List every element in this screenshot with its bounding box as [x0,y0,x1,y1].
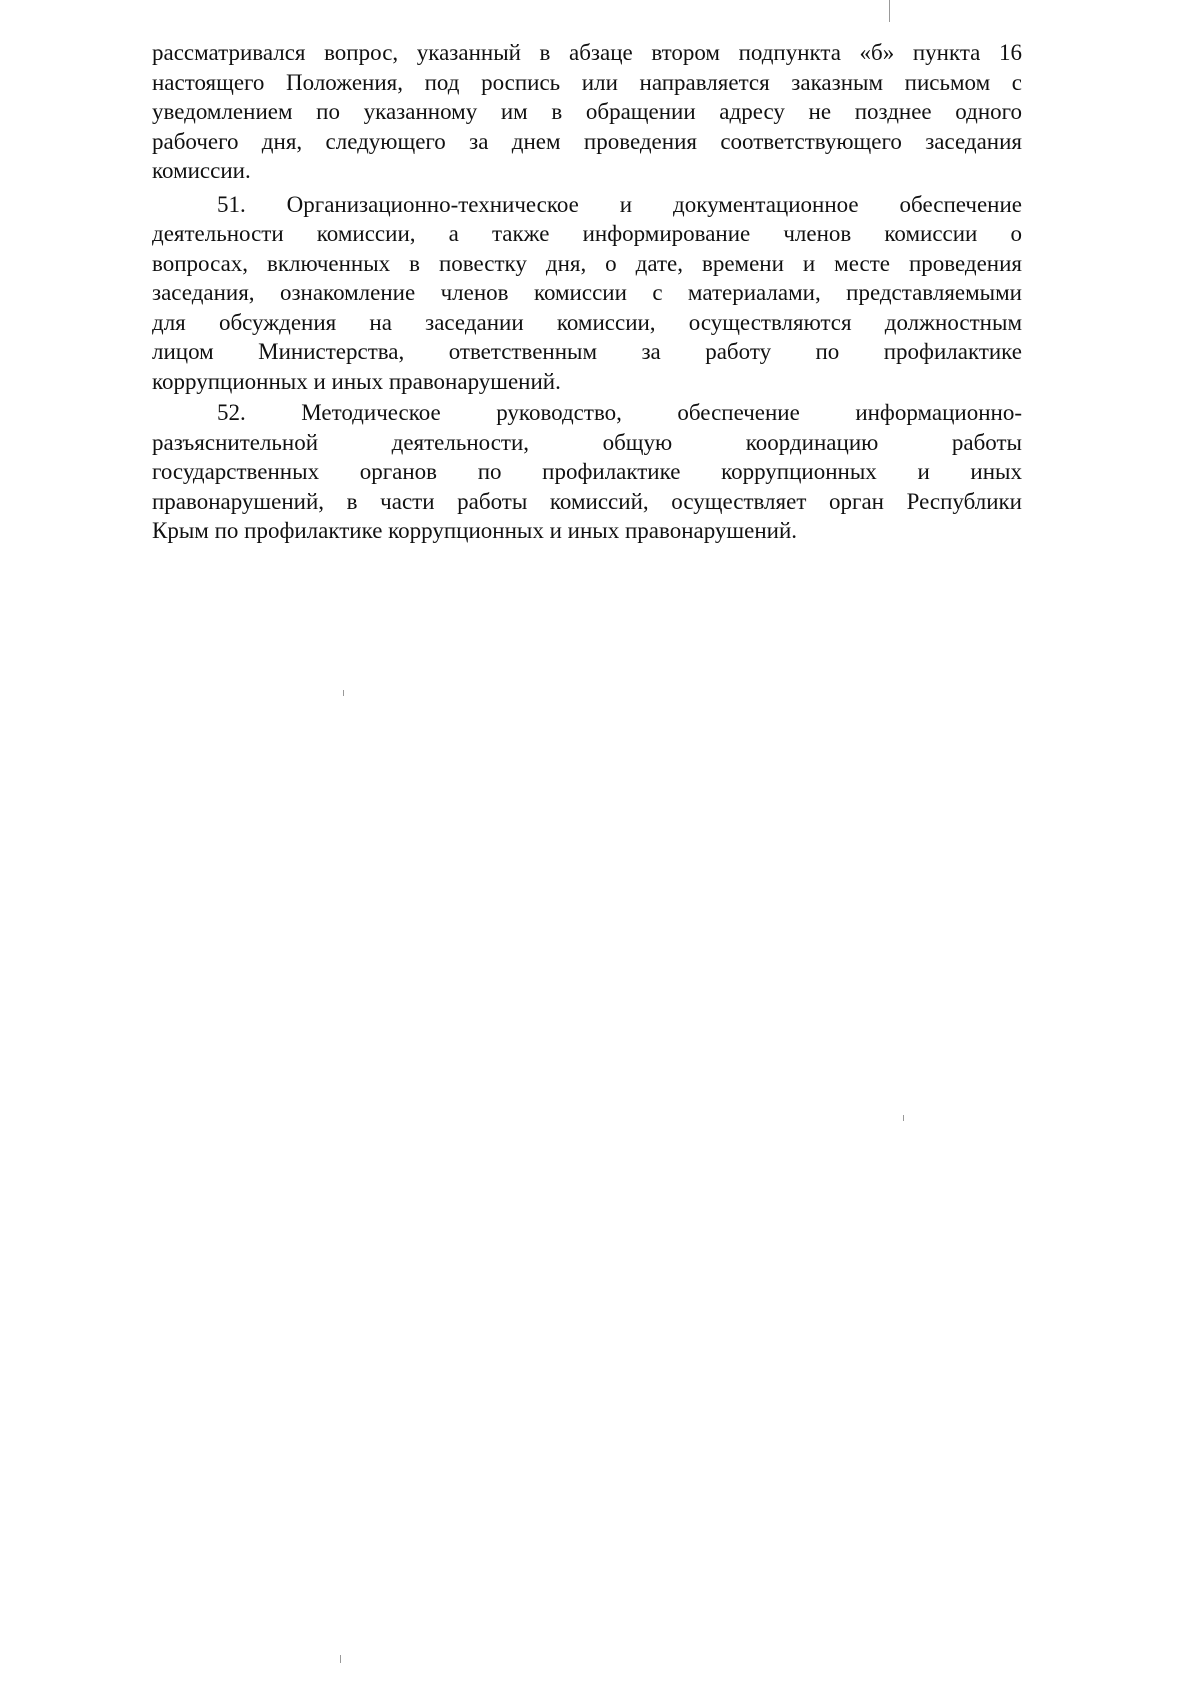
text-line: разъяснительной деятельности, общую координацию работы [152,429,1022,455]
text-line: лицом Министерства, ответственным за работу по профилактике [152,339,1022,364]
text-line: рабочего дня, следующего за днем проведения соответствующего заседания [152,128,1022,154]
text-line: рассматривался вопрос, указанный в абзаце втором подпункта «б» пункта 16 [152,40,1022,65]
text-line: уведомлением по указанному им в обращении адресу не позднее одного [152,99,1022,124]
paragraph-continuation [152,38,1022,186]
text-line: правонарушений, в части работы комиссий, осуществляет орган Республики [152,488,1022,514]
scan-artifact [340,1655,341,1663]
paragraph-51 [152,190,1022,397]
text-line: вопросах, включенных в повестку дня, о дате, времени и месте проведения [152,250,1022,276]
paragraph-52 [152,398,1022,546]
text-line: государственных органов по профилактике коррупционных и иных [152,459,1022,484]
text-line: 52. Методическое руководство, обеспечение информационно- [217,400,1022,425]
text-line: настоящего Положения, под роспись или направляется заказным письмом с [152,69,1022,95]
text-line: комиссии. [152,158,251,183]
text-line: заседания, ознакомление членов комиссии с материалами, представляемыми [152,280,1022,305]
text-line: Крым по профилактике коррупционных и иных правонарушений. [152,518,798,543]
text-line: для обсуждения на заседании комиссии, осуществляются должностным [152,309,1022,335]
text-line: коррупционных и иных правонарушений. [152,368,561,394]
document-page [152,38,1022,546]
scan-artifact [903,1115,904,1121]
scan-artifact [343,690,344,696]
text-line: 51. Организационно-техническое и документационное обеспечение [217,191,1022,217]
scan-artifact [889,0,890,22]
text-line: деятельности комиссии, а также информирование членов комиссии о [152,221,1022,246]
